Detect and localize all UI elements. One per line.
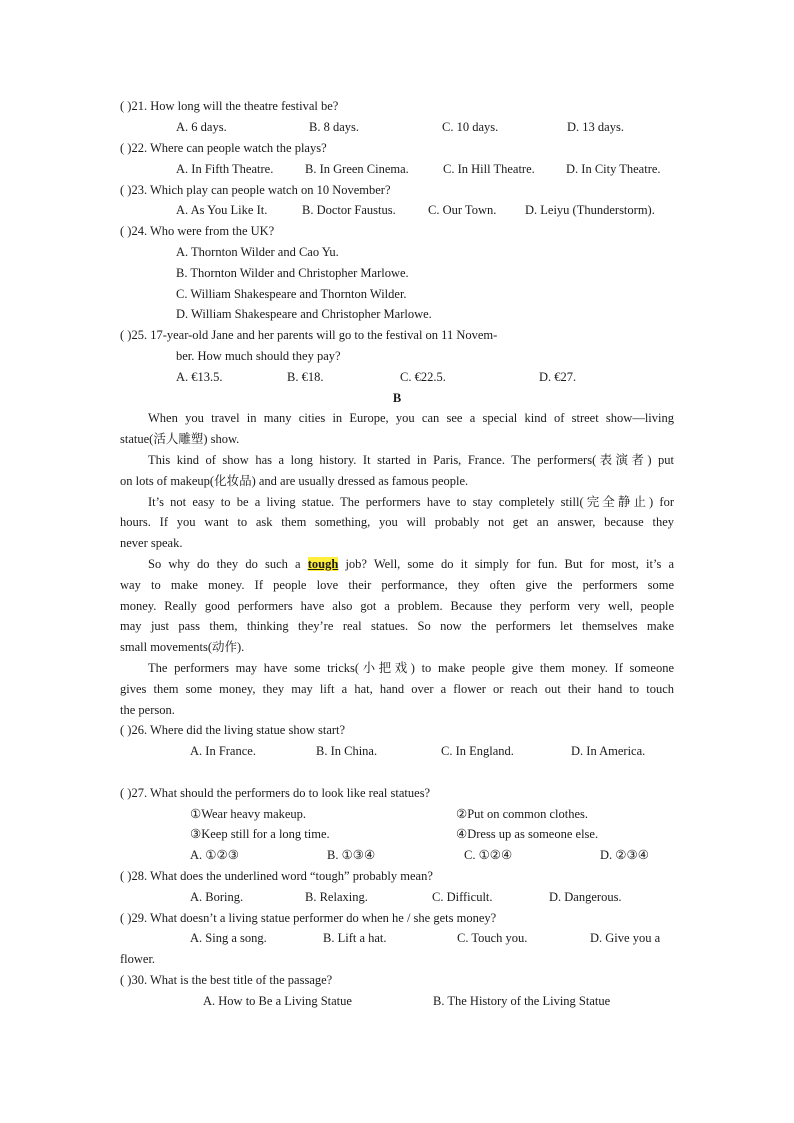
passage-p1-line2: statue(活人雕塑) show. — [120, 432, 240, 446]
passage-p3-line2: hours. If you want to ask them something, you will probably not get an answer, because they — [120, 515, 674, 529]
q25-option-c: C. €22.5. — [400, 370, 446, 384]
q29-option-d-cont: flower. — [120, 952, 156, 966]
q22-option-d: D. In City Theatre. — [566, 162, 661, 176]
q24-option-d: D. William Shakespeare and Christopher Marlowe. — [176, 307, 432, 321]
passage-p4-line3: money. Really good performers have also got a problem. Because they perform very well, people — [120, 599, 674, 613]
q28-option-b: B. Relaxing. — [305, 890, 368, 904]
q27-statement-2: ②Put on common clothes. — [456, 807, 589, 821]
q25-option-b: B. €18. — [287, 370, 324, 384]
q27-option-a: A. ①②③ — [190, 848, 239, 862]
question-26-stem: ( )26. Where did the living statue show start? — [120, 723, 346, 737]
q29-option-c: C. Touch you. — [457, 931, 528, 945]
question-25-stem-cont: ber. How much should they pay? — [176, 349, 341, 363]
question-24-stem: ( )24. Who were from the UK? — [120, 224, 275, 238]
passage-p2-line2: on lots of makeup(化妆品) and are usually dressed as famous people. — [120, 474, 469, 488]
question-30-stem: ( )30. What is the best title of the passage? — [120, 973, 333, 987]
passage-p3-line1: It’s not easy to be a living statue. The performers have to stay completely still(完全静止) for — [148, 495, 674, 509]
q27-option-d: D. ②③④ — [600, 848, 649, 862]
question-22-stem: ( )22. Where can people watch the plays? — [120, 141, 327, 155]
q29-option-b: B. Lift a hat. — [323, 931, 387, 945]
question-21-stem: ( )21. How long will the theatre festival be? — [120, 99, 339, 113]
q22-option-c: C. In Hill Theatre. — [443, 162, 535, 176]
question-23-stem: ( )23. Which play can people watch on 10 November? — [120, 183, 391, 197]
section-b-title: B — [392, 391, 402, 405]
q29-option-a: A. Sing a song. — [190, 931, 267, 945]
q22-option-b: B. In Green Cinema. — [305, 162, 409, 176]
q26-option-a: A. In France. — [190, 744, 256, 758]
passage-p4-line4: may just pass them, thinking they’re real statues. So now the performers let themselves make — [120, 619, 674, 633]
q30-option-a: A. How to Be a Living Statue — [203, 994, 352, 1008]
q23-option-a: A. As You Like It. — [176, 203, 268, 217]
q21-option-a: A. 6 days. — [176, 120, 227, 134]
p4-text-before: So why do they do such a — [148, 557, 308, 571]
q27-statement-1: ①Wear heavy makeup. — [190, 807, 307, 821]
question-28-stem: ( )28. What does the underlined word “tough” probably mean? — [120, 869, 433, 883]
underlined-word-tough: tough — [307, 557, 339, 571]
q21-option-b: B. 8 days. — [309, 120, 359, 134]
question-25-stem: ( )25. 17-year-old Jane and her parents will go to the festival on 11 Novem- — [120, 328, 498, 342]
q24-option-c: C. William Shakespeare and Thornton Wilder. — [176, 287, 407, 301]
q21-option-c: C. 10 days. — [442, 120, 499, 134]
q26-option-b: B. In China. — [316, 744, 378, 758]
q24-option-b: B. Thornton Wilder and Christopher Marlowe. — [176, 266, 409, 280]
q24-option-a: A. Thornton Wilder and Cao Yu. — [176, 245, 339, 259]
q27-option-c: C. ①②④ — [464, 848, 513, 862]
q26-option-c: C. In England. — [441, 744, 514, 758]
q27-option-b: B. ①③④ — [327, 848, 376, 862]
question-27-stem: ( )27. What should the performers do to look like real statues? — [120, 786, 431, 800]
q25-option-d: D. €27. — [539, 370, 577, 384]
passage-p4-line2: way to make money. If people love their performance, they often give the performers some — [120, 578, 674, 592]
q23-option-b: B. Doctor Faustus. — [302, 203, 396, 217]
q28-option-d: D. Dangerous. — [549, 890, 622, 904]
passage-p5-line1: The performers may have some tricks(小把戏) to make people give them money. If someone — [148, 661, 674, 675]
q27-statement-3: ③Keep still for a long time. — [190, 827, 330, 841]
passage-p4-line1 — [148, 556, 674, 572]
passage-p5-line2: gives them some money, they may lift a hat, hand over a flower or reach out their hand to touch — [120, 682, 674, 696]
q28-option-c: C. Difficult. — [432, 890, 493, 904]
q30-option-b: B. The History of the Living Statue — [433, 994, 611, 1008]
q27-statement-4: ④Dress up as someone else. — [456, 827, 599, 841]
q25-option-a: A. €13.5. — [176, 370, 223, 384]
q23-option-c: C. Our Town. — [428, 203, 497, 217]
passage-p4-line5: small movements(动作). — [120, 640, 245, 654]
passage-p2-line1: This kind of show has a long history. It started in Paris, France. The performers(表演者) put — [148, 453, 674, 467]
passage-p1-line1: When you travel in many cities in Europe, you can see a special kind of street show—living — [148, 411, 674, 425]
q22-option-a: A. In Fifth Theatre. — [176, 162, 274, 176]
passage-p3-line3: never speak. — [120, 536, 183, 550]
q29-option-d: D. Give you a — [590, 931, 661, 945]
q23-option-d: D. Leiyu (Thunderstorm). — [525, 203, 655, 217]
q28-option-a: A. Boring. — [190, 890, 244, 904]
p4-text-after: job? Well, some do it simply for fun. But for most, it’s a — [338, 557, 674, 571]
q26-option-d: D. In America. — [571, 744, 646, 758]
q21-option-d: D. 13 days. — [567, 120, 624, 134]
passage-p5-line3: the person. — [120, 703, 175, 717]
question-29-stem: ( )29. What doesn’t a living statue performer do when he / she gets money? — [120, 911, 497, 925]
